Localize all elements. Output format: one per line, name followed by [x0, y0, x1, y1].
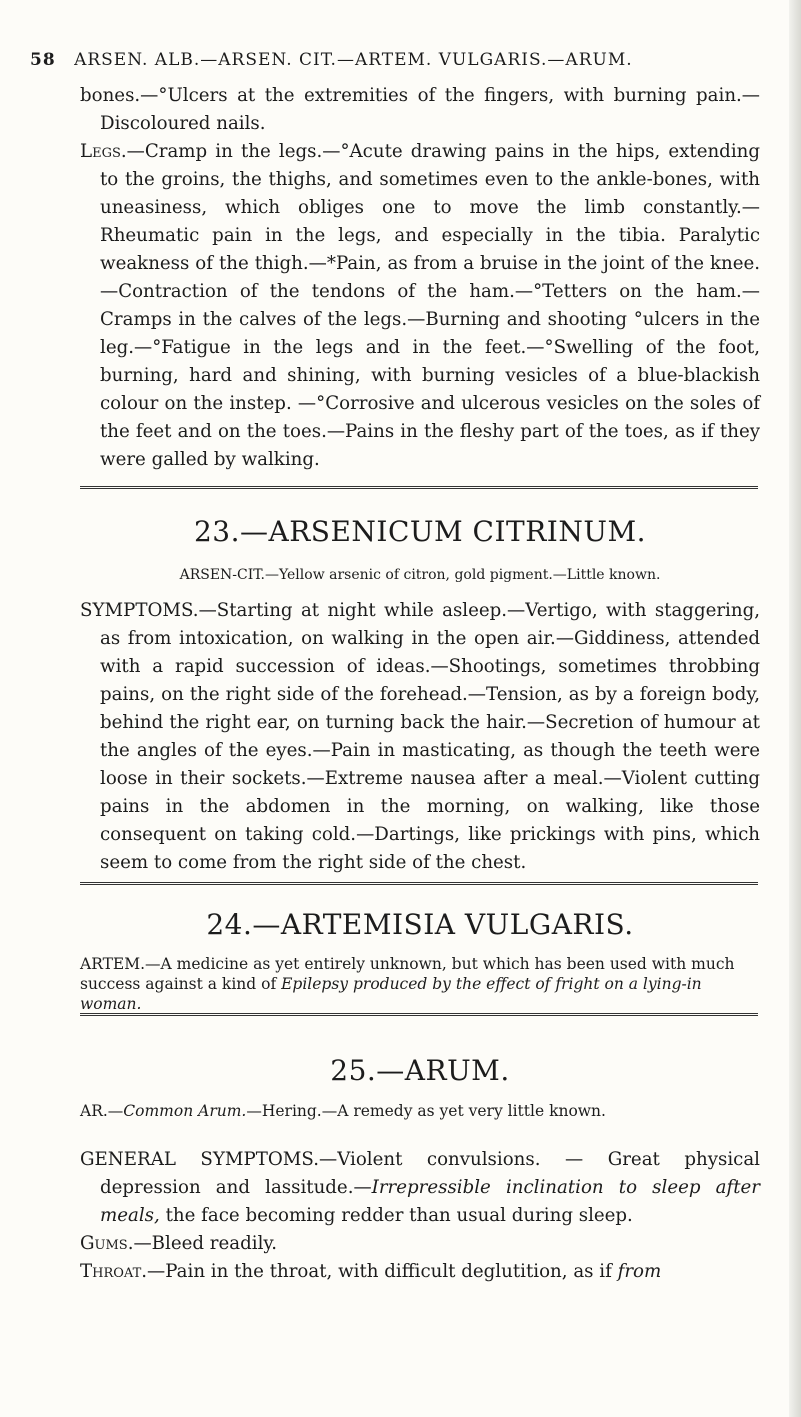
general-text: —Violent convulsions. — Great physical depression and lassitude.— — [100, 1149, 760, 1198]
section-divider — [80, 882, 758, 885]
running-title: ARSEN. ALB.—ARSEN. CIT.—ARTEM. VULGARIS.—ARUM. — [74, 50, 633, 70]
legs-text: —Cramp in the legs.—°Acute drawing pains in the hips, extending to the groins, the thighs, and sometimes even to the ankle-bones, with uneasiness, which obliges one to move the limb constantly.—Rheumatic pain in the legs, and especially in the tibia. Paralytic weakness of the thigh.—*Pain, as from a bruise in the joint of the knee.—Contraction of the tendons of the ham.—°Tetters on the ham.—Cramps in the calves of the legs.—Burning and shooting °ulcers in the leg.—°Fatigue in the legs and in the feet.—°Swelling of the foot, burning, hard and shining, with burning vesicles of a blue-blackish colour on the instep. —°Corrosive and ulcerous vesicles on the soles of the feet and on the toes.—Pains in the fleshy part of the toes, as if they were galled by walking. — [100, 141, 760, 470]
section-23-subtitle: ARSEN-CIT.—Yellow arsenic of citron, gold pigment.—Little known. — [179, 567, 661, 583]
throat-text: —Pain in the throat, with difficult deglutition, as if — [147, 1261, 618, 1282]
running-header — [30, 50, 770, 86]
gums-text: —Bleed readily. — [133, 1233, 278, 1254]
throat-label: Throat. — [80, 1261, 148, 1282]
note-italic: Common Arum. — [123, 1102, 247, 1120]
section-24-note — [80, 954, 760, 1014]
section-23-symptoms — [80, 597, 760, 877]
symptoms-label: SYMPTOMS. — [80, 600, 199, 621]
section-23-title: 23.—ARSENICUM CITRINUM. — [193, 515, 647, 548]
section-divider — [80, 1013, 758, 1016]
note-text: ARTEM.—A medicine as yet entirely unknown, but which has been used with much success against a kind of — [80, 955, 735, 993]
bones-text: bones.—°Ulcers at the extremities of the fingers, with burning pain.—Discoloured nails. — [80, 85, 760, 134]
note-text: —Hering.—A remedy as yet very little known. — [246, 1102, 606, 1120]
gums-paragraph — [80, 1230, 760, 1258]
throat-italic: from — [617, 1261, 662, 1282]
general-label: GENERAL SYMPTOMS. — [80, 1149, 320, 1170]
gums-label: Gums. — [80, 1233, 134, 1254]
bones-paragraph — [80, 82, 760, 138]
legs-paragraph — [80, 138, 760, 474]
page-edge — [789, 0, 801, 1417]
symptoms-text: —Starting at night while asleep.—Vertigo, with staggering, as from intoxication, on walking in the open air.—Giddiness, attended with a rapid succession of ideas.—Shootings, sometimes throbbing pains, on the right side of the forehead.—Tension, as by a foreign body, behind the right ear, on turning back the hair.—Secretion of humour at the angles of the eyes.—Pain in masticating, as though the teeth were loose in their sockets.—Extreme nausea after a meal.—Violent cutting pains in the abdomen in the morning, on walking, like those consequent on taking cold.—Dartings, like prickings with pins, which seem to come from the right side of the chest. — [100, 600, 760, 873]
legs-label: Legs. — [80, 141, 127, 162]
note-abbrev: AR.— — [80, 1102, 124, 1120]
general-text-end: the face becoming redder than usual during sleep. — [159, 1205, 633, 1226]
section-25-note — [80, 1101, 760, 1121]
general-italic: Irrepressible inclination to sleep after meals, — [100, 1177, 760, 1226]
section-divider — [80, 486, 758, 489]
throat-paragraph — [80, 1258, 760, 1286]
page-number: 58 — [30, 50, 56, 70]
section-25-title: 25.—ARUM. — [330, 1054, 510, 1087]
general-symptoms-paragraph — [80, 1146, 760, 1230]
note-italic: Epilepsy produced by the effect of fright on a lying-in woman. — [80, 975, 702, 1013]
section-24-title: 24.—ARTEMISIA VULGARIS. — [206, 908, 634, 941]
